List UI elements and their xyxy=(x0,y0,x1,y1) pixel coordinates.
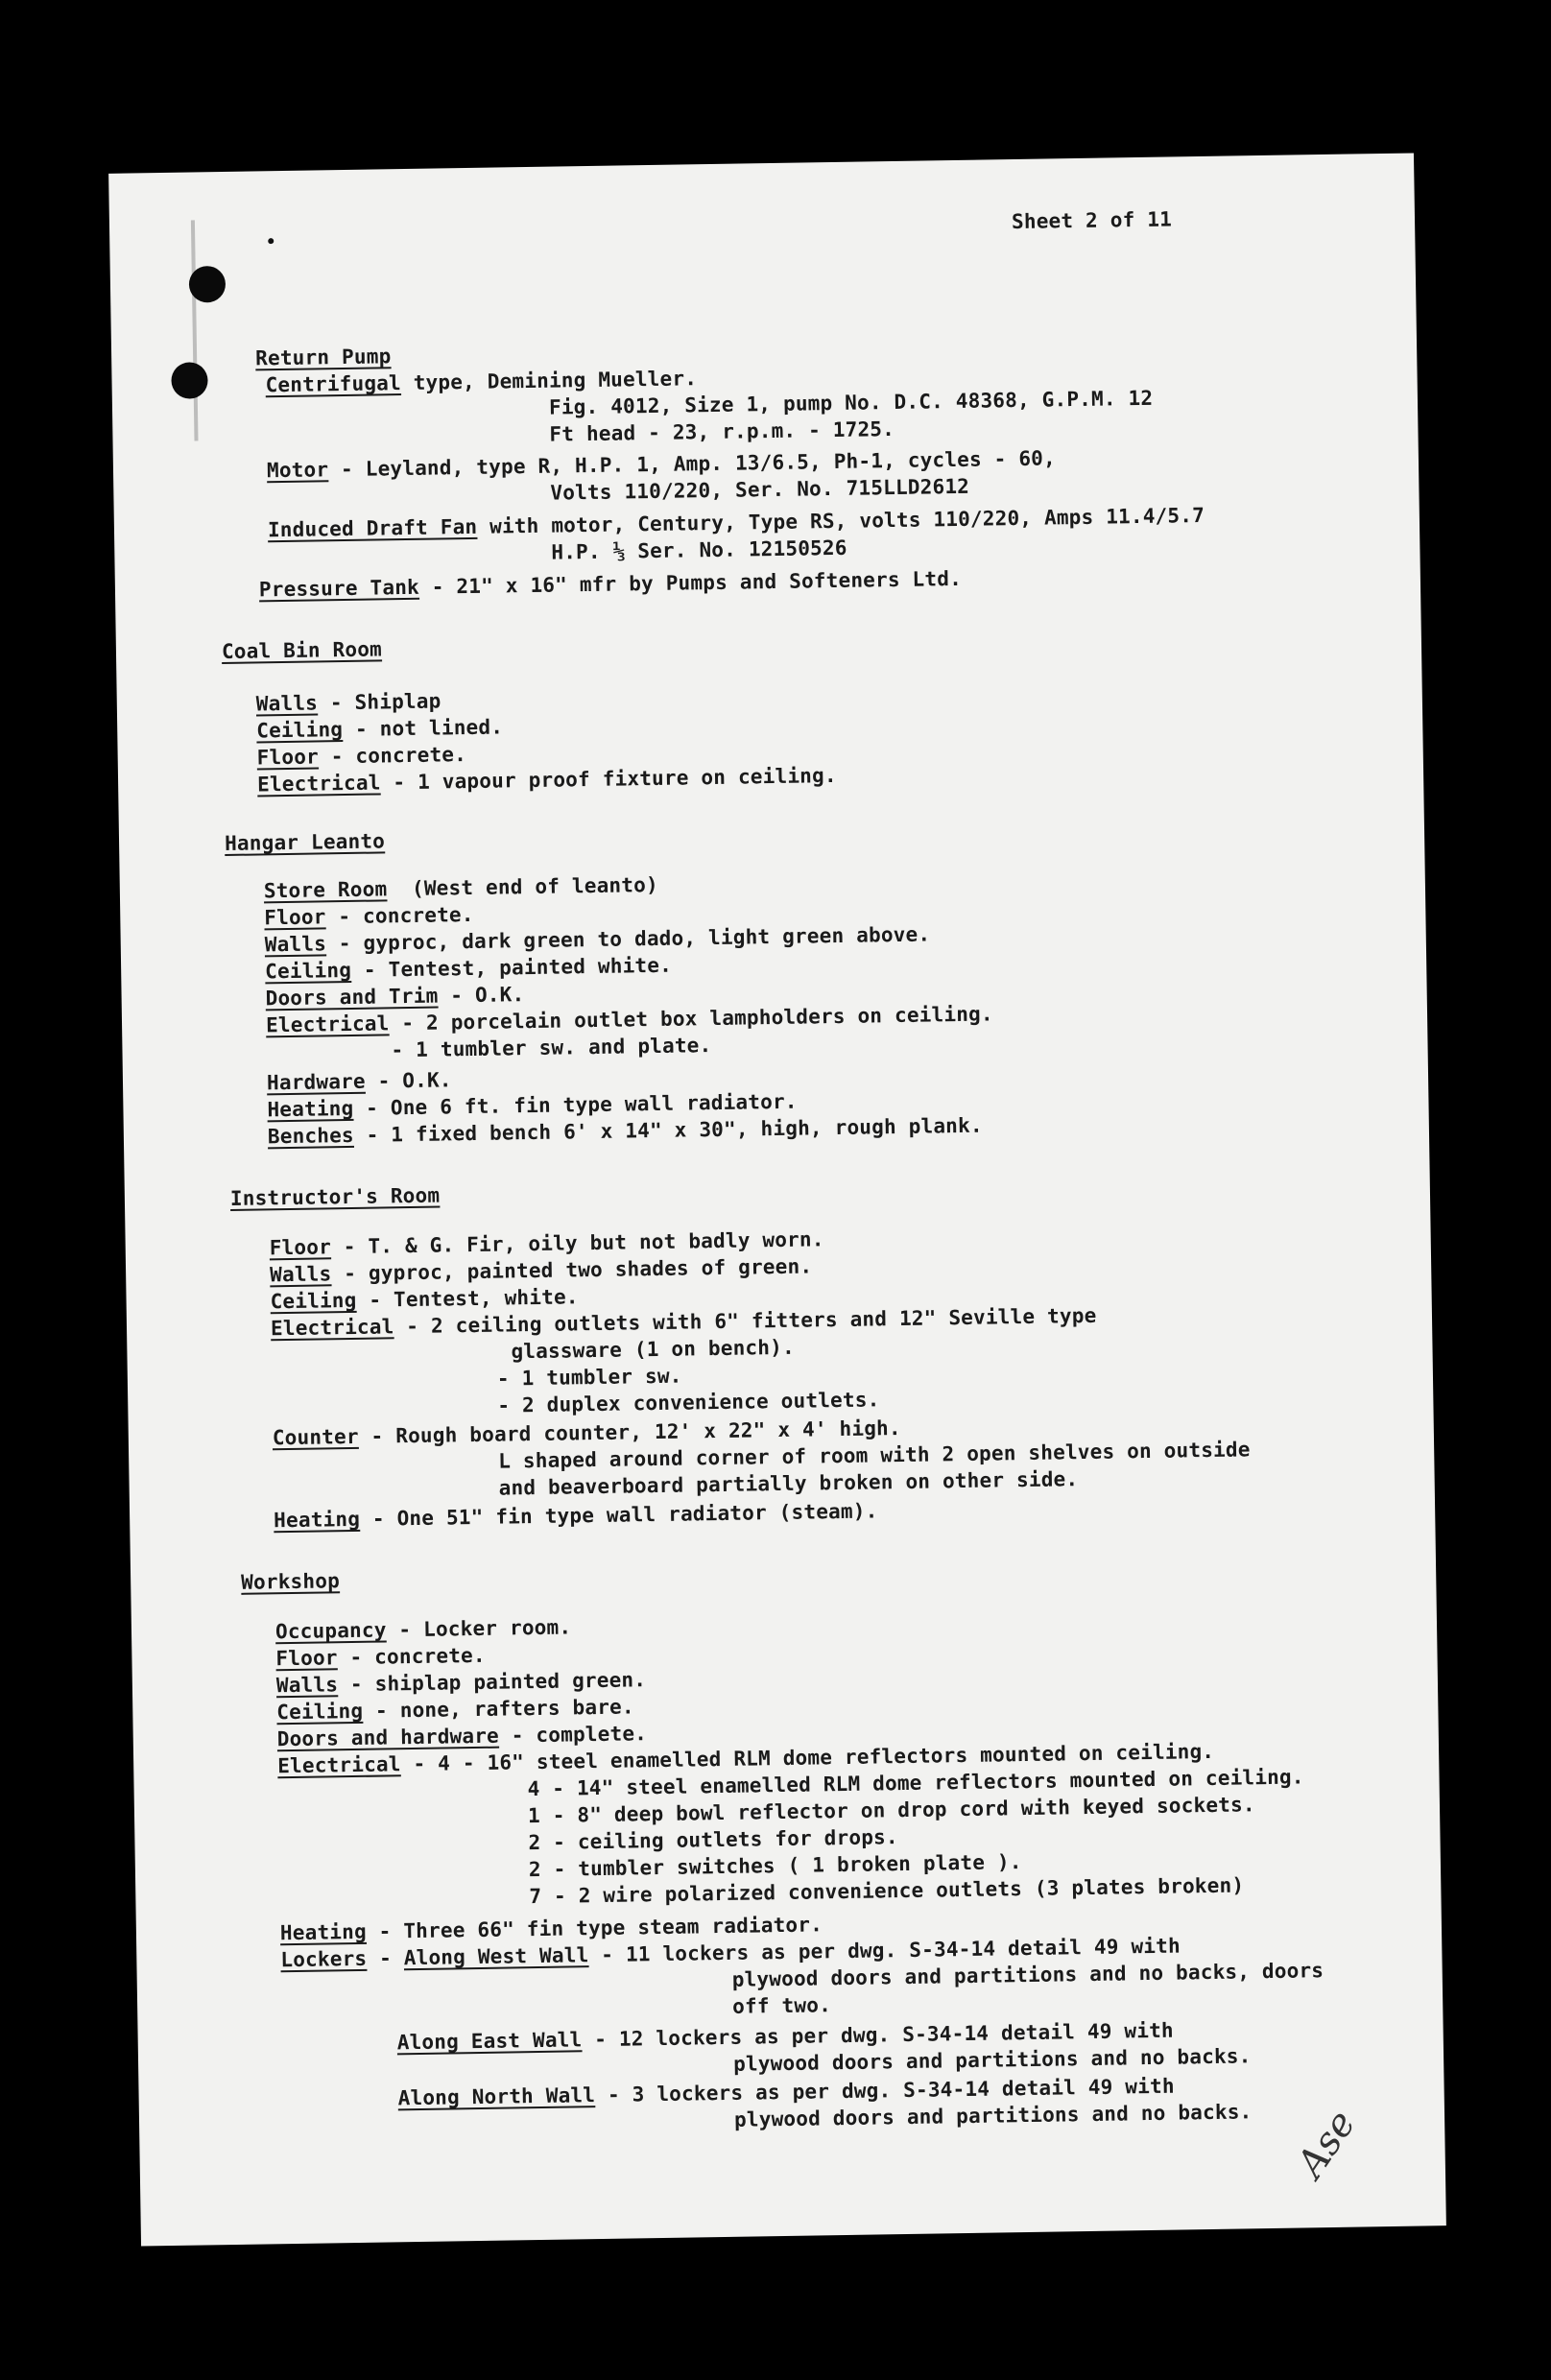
punch-hole-bottom xyxy=(171,362,208,399)
instr-electrical-line3: - 1 tumbler sw. xyxy=(496,1364,682,1391)
handwritten-signature: Ase xyxy=(1288,2102,1365,2186)
hangar-electrical-text: - 2 porcelain outlet box lampholders on ceiling. xyxy=(389,1002,993,1035)
ws-doors-text: - complete. xyxy=(498,1722,648,1748)
motor-volts-line: Volts 110/220, Ser. No. 715LLD2612 xyxy=(550,474,970,505)
ws-electrical-line2: 4 - 14" steel enamelled RLM dome reflectors mounted on ceiling. xyxy=(527,1765,1304,1801)
hangar-walls-line xyxy=(265,924,931,955)
coal-floor-label: Floor xyxy=(256,745,320,770)
ws-walls-text: - shiplap painted green. xyxy=(337,1668,647,1697)
instr-floor-label: Floor xyxy=(269,1235,332,1260)
pump-head-line: Ft head - 23, r.p.m. - 1725. xyxy=(549,416,895,446)
ws-ceiling-line xyxy=(276,1697,634,1723)
ws-north-label: Along North Wall xyxy=(397,2083,596,2110)
instr-counter-line2: L shaped around corner of room with 2 open shelves on outside xyxy=(498,1438,1251,1473)
instr-floor-line xyxy=(270,1229,824,1258)
document-sheet xyxy=(108,153,1446,2246)
tank-label: Pressure Tank xyxy=(258,575,420,602)
ws-heating-label: Heating xyxy=(279,1919,368,1945)
paper-fold xyxy=(191,220,199,440)
ws-walls-label: Walls xyxy=(275,1673,339,1698)
hangar-ceiling-label: Ceiling xyxy=(265,958,352,984)
fan-hp-line: H.P. ⅓ Ser. No. 12150526 xyxy=(551,536,847,564)
fan-line xyxy=(267,503,1205,542)
coal-walls-label: Walls xyxy=(255,691,319,716)
hangar-ceiling-text: - Tentest, painted white. xyxy=(350,953,673,982)
ws-ceiling-label: Ceiling xyxy=(276,1699,364,1725)
instr-floor-text: - T. & G. Fir, oily but not badly worn. xyxy=(330,1227,824,1259)
hangar-heating-text: - One 6 ft. fin type wall radiator. xyxy=(353,1089,798,1120)
ws-walls-line xyxy=(276,1670,647,1696)
ws-electrical-line5: 2 - tumbler switches ( 1 broken plate ). xyxy=(528,1850,1022,1882)
hangar-electrical-label: Electrical xyxy=(265,1012,390,1037)
store-room-line xyxy=(263,872,659,903)
hangar-heating-line xyxy=(267,1089,798,1122)
hangar-benches-text: - 1 fixed bench 6' x 14" x 30", high, rough plank. xyxy=(353,1113,983,1147)
ws-electrical-line4: 2 - ceiling outlets for drops. xyxy=(528,1825,898,1855)
hangar-floor-line xyxy=(264,902,474,930)
ws-east-label: Along East Wall xyxy=(396,2028,583,2055)
hangar-floor-text: - concrete. xyxy=(325,902,474,929)
centrifugal-text: type, Demining Mueller. xyxy=(400,367,698,395)
ws-ceiling-text: - none, rafters bare. xyxy=(363,1695,634,1723)
ws-doors-label: Doors and hardware xyxy=(276,1724,500,1751)
instr-walls-line xyxy=(270,1256,812,1285)
ws-floor-line xyxy=(275,1643,486,1671)
ws-electrical-line6: 7 - 2 wire polarized convenience outlets (3 plates broken) xyxy=(529,1873,1245,1909)
store-room-label: Store Room xyxy=(263,877,388,903)
coal-ceiling-text: - not lined. xyxy=(342,715,504,742)
instr-heating-label: Heating xyxy=(273,1507,361,1533)
ws-doors-line xyxy=(277,1724,648,1749)
instr-counter-label: Counter xyxy=(272,1424,359,1450)
ws-floor-label: Floor xyxy=(275,1646,338,1671)
hangar-electrical-line xyxy=(266,1004,993,1035)
coal-walls-line xyxy=(256,691,441,714)
coal-ceiling-label: Ceiling xyxy=(256,718,344,743)
ws-occupancy-label: Occupancy xyxy=(274,1618,387,1644)
instr-counter-line3: and beaverboard partially broken on other side. xyxy=(498,1467,1079,1500)
ws-west-line2: plywood doors and partitions and no backs, doors xyxy=(731,1959,1324,1991)
ws-floor-text: - concrete. xyxy=(337,1643,486,1670)
hangar-walls-label: Walls xyxy=(264,932,327,957)
ws-electrical-label: Electrical xyxy=(277,1752,401,1778)
return-pump-heading: Return Pump xyxy=(254,345,392,370)
hangar-doors-text: - O.K. xyxy=(438,983,525,1008)
hangar-electrical-line2: - 1 tumbler sw. and plate. xyxy=(391,1034,712,1062)
tank-line xyxy=(258,566,963,602)
hangar-ceiling-line xyxy=(265,953,673,984)
ws-north-line2: plywood doors and partitions and no backs. xyxy=(733,2100,1253,2131)
instr-ceiling-line xyxy=(270,1287,578,1312)
instr-counter-text: - Rough board counter, 12' x 22" x 4' high. xyxy=(358,1416,901,1448)
hangar-heading: Hangar Leanto xyxy=(224,829,386,855)
ws-occupancy-line xyxy=(275,1617,572,1642)
hangar-hardware-line xyxy=(267,1070,452,1093)
motor-text: - Leyland, type R, H.P. 1, Amp. 13/6.5, Ph-1, cycles - 60, xyxy=(328,446,1057,482)
ws-east-line2: plywood doors and partitions and no backs. xyxy=(732,2044,1252,2076)
ws-electrical-line3: 1 - 8" deep bowl reflector on drop cord with keyed sockets. xyxy=(527,1793,1255,1828)
ws-west-line3: off two. xyxy=(732,1993,832,2018)
ws-east-text: - 12 lockers as per dwg. S-34-14 detail 49 with xyxy=(582,2018,1174,2052)
coal-electrical-label: Electrical xyxy=(256,771,381,797)
instr-ceiling-label: Ceiling xyxy=(270,1288,357,1314)
instr-walls-text: - gyproc, painted two shades of green. xyxy=(331,1254,813,1286)
fan-label: Induced Draft Fan xyxy=(267,514,478,542)
ws-lockers-label: Lockers xyxy=(280,1946,368,1972)
instr-ceiling-text: - Tentest, white. xyxy=(356,1285,579,1312)
coal-floor-text: - concrete. xyxy=(318,743,467,769)
instr-electrical-text: - 2 ceiling outlets with 6" fitters and 12" Seville type xyxy=(394,1303,1097,1339)
ws-north-text: - 3 lockers as per dwg. S-34-14 detail 49 with xyxy=(594,2074,1175,2107)
ink-dot xyxy=(268,238,274,244)
ws-electrical-text: - 4 - 16" steel enamelled RLM dome reflectors mounted on ceiling. xyxy=(400,1739,1215,1776)
instr-walls-label: Walls xyxy=(269,1262,332,1287)
hangar-hardware-text: - O.K. xyxy=(365,1068,452,1093)
ws-lockers-dash: - xyxy=(367,1946,404,1970)
centrifugal-label: Centrifugal xyxy=(265,371,402,397)
coal-electrical-line xyxy=(256,763,837,797)
hangar-benches-line xyxy=(267,1113,983,1149)
hangar-doors-line xyxy=(265,985,524,1009)
ws-heating-text: - Three 66" fin type steam radiator. xyxy=(366,1913,823,1943)
instr-electrical-label: Electrical xyxy=(270,1315,394,1341)
hangar-heating-label: Heating xyxy=(267,1096,354,1122)
hangar-floor-label: Floor xyxy=(264,905,326,930)
coal-floor-line xyxy=(257,745,467,768)
instructor-heading: Instructor's Room xyxy=(229,1183,441,1210)
pump-spec-line: Fig. 4012, Size 1, pump No. D.C. 48368, G.P.M. 12 xyxy=(548,386,1154,419)
motor-label: Motor xyxy=(266,458,329,483)
instr-heating-line xyxy=(274,1501,878,1531)
ws-west-label: Along West Wall xyxy=(403,1943,589,1970)
sheet-number: Sheet 2 of 11 xyxy=(1011,207,1173,234)
hangar-doors-label: Doors and Trim xyxy=(265,984,439,1011)
hangar-walls-text: - gyproc, dark green to dado, light green above. xyxy=(325,922,931,956)
ws-west-text: - 11 lockers as per dwg. S-34-14 detail 49 with xyxy=(588,1934,1181,1967)
ws-heating-line xyxy=(280,1915,823,1943)
instr-heating-text: - One 51" fin type wall radiator (steam). xyxy=(359,1499,878,1531)
fan-text: with motor, Century, Type RS, volts 110/220, Amps 11.4/5.7 xyxy=(477,503,1205,538)
coal-bin-heading: Coal Bin Room xyxy=(221,637,383,664)
punch-hole-top xyxy=(189,266,227,303)
ws-occupancy-text: - Locker room. xyxy=(386,1615,572,1642)
hangar-hardware-label: Hardware xyxy=(266,1069,366,1095)
coal-electrical-text: - 1 vapour proof fixture on ceiling. xyxy=(380,763,837,795)
tank-text: - 21" x 16" mfr by Pumps and Softeners Ltd. xyxy=(418,566,963,599)
coal-walls-text: - Shiplap xyxy=(317,689,441,715)
workshop-heading: Workshop xyxy=(241,1569,341,1594)
centrifugal-line xyxy=(265,369,697,395)
coal-ceiling-line xyxy=(256,717,503,741)
instr-electrical-line2: glassware (1 on bench). xyxy=(511,1335,795,1364)
instr-electrical-line4: - 2 duplex convenience outlets. xyxy=(497,1388,880,1417)
hangar-benches-label: Benches xyxy=(267,1123,354,1149)
store-room-text: (West end of leanto) xyxy=(387,872,659,901)
